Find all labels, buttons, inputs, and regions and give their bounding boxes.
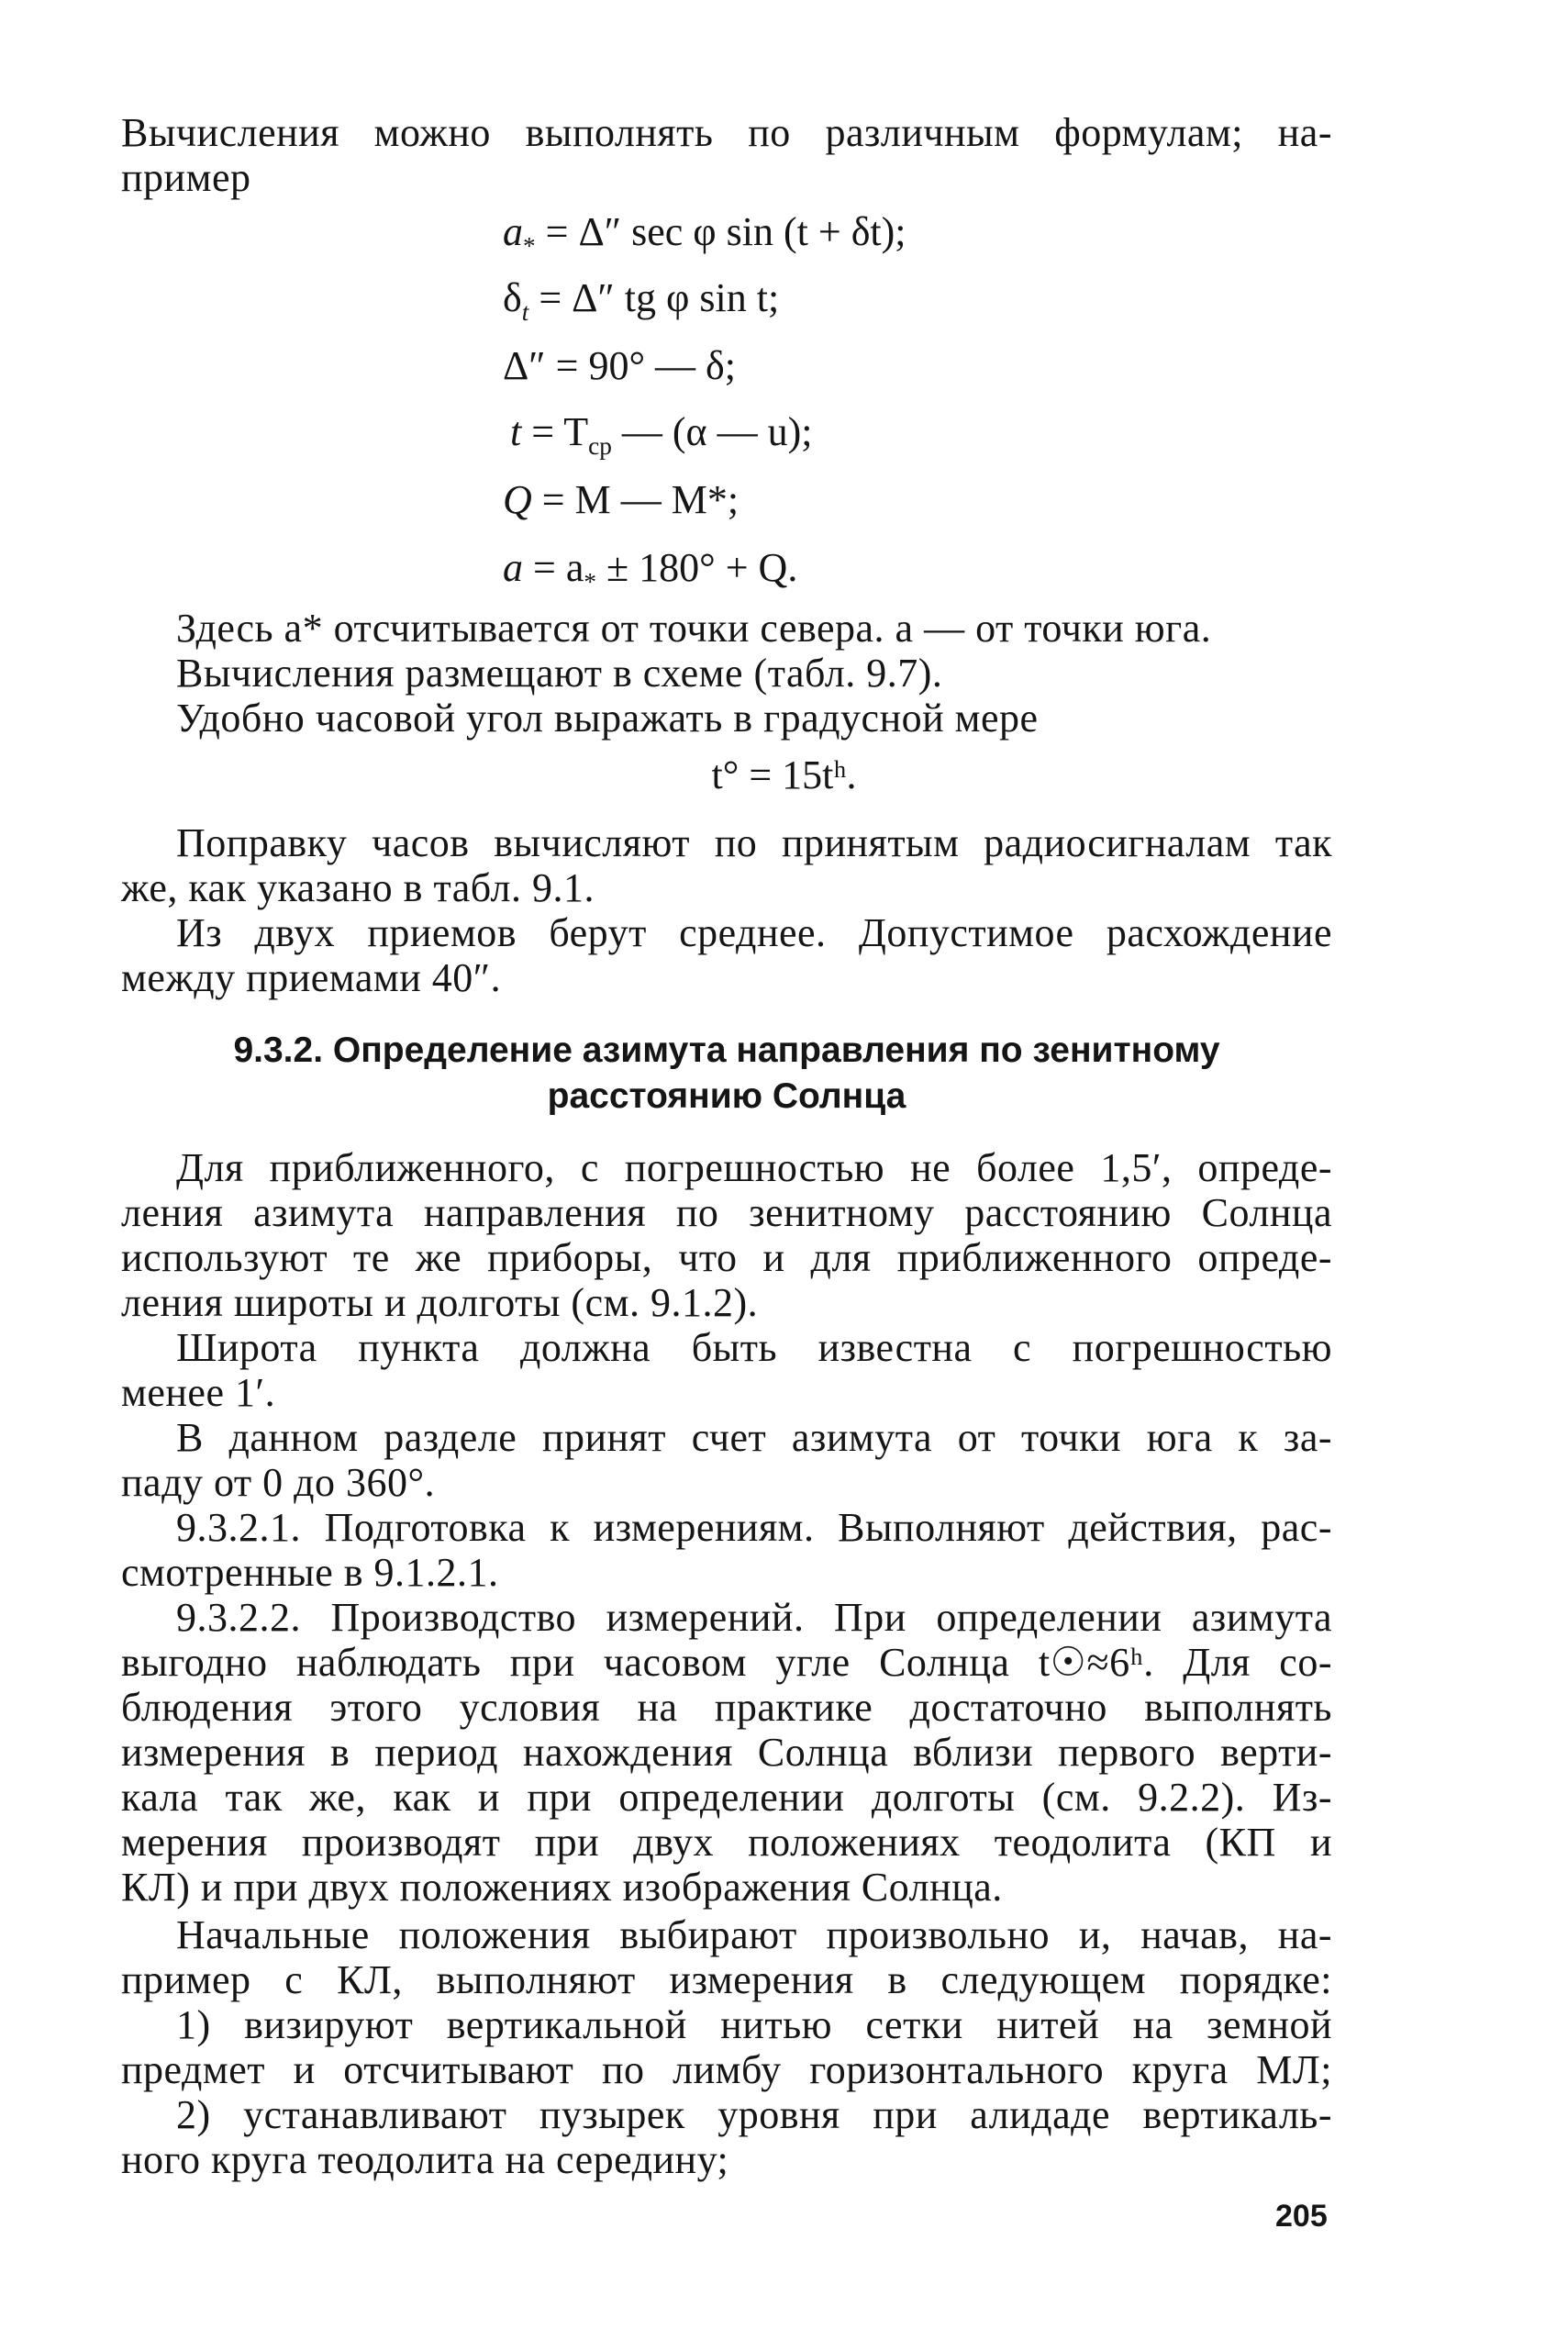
intro-paragraph <box>121 110 1332 200</box>
section-heading-line-2: расстоянию Солнца <box>547 1076 906 1116</box>
paragraph-initial-positions <box>121 1912 1332 2002</box>
paragraph-azimuth-count <box>121 1415 1332 1505</box>
paragraph-line: Широта пункта должна быть известна с погрешностью <box>176 1325 1332 1370</box>
paragraph-line: измерения в период нахождения Солнца вблизи первого верти- <box>121 1730 1332 1775</box>
paragraph-line: Для приближенного, с погрешностью не более 1,5′, опреде- <box>176 1145 1332 1190</box>
paragraph-line: Начальные положения выбирают произвольно и, начав, на- <box>176 1912 1332 1957</box>
paragraph-line: ления широты и долготы (см. 9.1.2). <box>121 1280 759 1325</box>
formula-hour-angle-degrees: t° = 15tʰ. <box>711 752 857 797</box>
paragraph-line: же, как указано в табл. 9.1. <box>121 865 595 910</box>
paragraph-line: Поправку часов вычисляют по принятым радиосигналам так <box>176 820 1332 865</box>
paragraph-line: пример с КЛ, выполняют измерения в следующем порядке: <box>121 1957 1332 2002</box>
paragraph-line: мерения производят при двух положениях теодолита (КП и <box>121 1820 1332 1865</box>
paragraph-approximate-method <box>121 1145 1332 1325</box>
list-item-1 <box>121 2002 1332 2092</box>
paragraph-line: смотренные в 9.1.2.1. <box>121 1550 499 1595</box>
paragraph-line: паду от 0 до 360°. <box>121 1460 436 1505</box>
paragraph-line: предмет и отсчитывают по лимбу горизонтального круга МЛ; <box>121 2047 1332 2092</box>
paragraph-line: Из двух приемов берут среднее. Допустимое расхождение <box>176 910 1332 955</box>
paragraph-clock-correction <box>121 820 1332 910</box>
formula-azimuth-south: $a = a_* \pm 180^\circ + Q$. <box>503 545 798 596</box>
intro-line-2: пример <box>121 155 251 200</box>
paragraph-line: 9.3.2.2. Производство измерений. При определении азимута <box>176 1595 1332 1640</box>
formula-azimuth-north: $a_* = \Delta''$ sec φ sin (t + δt); <box>503 209 906 260</box>
paragraph-line: выгодно наблюдать при часовом угле Солнца t☉≈6ʰ. Для со- <box>121 1640 1332 1685</box>
paragraph-line: кала так же, как и при определении долготы (см. 9.2.2). Из- <box>121 1775 1332 1820</box>
explanation-line-3: Удобно часовой угол выражать в градусной мере <box>176 696 1039 741</box>
paragraph-line: блюдения этого условия на практике достаточно выполнять <box>121 1685 1332 1730</box>
paragraph-line: 9.3.2.1. Подготовка к измерениям. Выполняют действия, рас- <box>176 1505 1332 1550</box>
list-item-2 <box>121 2092 1332 2182</box>
formula-Q: Q = M — M*; <box>503 477 740 522</box>
intro-line-1: Вычисления можно выполнять по различным формулам; на- <box>121 110 1332 155</box>
paragraph-line: ления азимута направления по зенитному расстоянию Солнца <box>121 1190 1332 1235</box>
paragraph-line: ного круга теодолита на середину; <box>121 2137 729 2182</box>
formula-delta-t: $\delta_t = \Delta''$ tg φ sin t; <box>503 275 780 326</box>
paragraph-line: 2) устанавливают пузырек уровня при алидаде вертикаль- <box>176 2092 1332 2137</box>
explanation-line-1: Здесь a* отсчитывается от точки севера. a — от точки юга. <box>176 606 1212 651</box>
explanation-lines <box>176 606 1332 741</box>
paragraph-line: между приемами 40″. <box>121 955 502 1000</box>
explanation-line-2: Вычисления размещают в схеме (табл. 9.7). <box>176 651 943 696</box>
paragraph-measurements <box>121 1595 1332 1910</box>
paragraph-latitude-accuracy <box>121 1325 1332 1415</box>
section-heading <box>121 1028 1332 1120</box>
paragraph-line: используют те же приборы, что и для приближенного опреде- <box>121 1235 1332 1280</box>
paragraph-preparation <box>121 1505 1332 1595</box>
formula-hour-angle: $t = T_{ср}$ — (α — u); <box>510 409 813 460</box>
paragraph-line: КЛ) и при двух положениях изображения Солнца. <box>121 1865 1003 1910</box>
paragraph-two-sets <box>121 910 1332 1000</box>
page-number: 205 <box>1275 2199 1328 2234</box>
section-heading-line-1: 9.3.2. Определение азимута направления по зенитному <box>233 1031 1220 1070</box>
paragraph-line: менее 1′. <box>121 1370 276 1415</box>
paragraph-line: 1) визируют вертикальной нитью сетки нитей на земной <box>176 2002 1332 2047</box>
paragraph-line: В данном разделе принят счет азимута от точки юга к за- <box>176 1415 1332 1460</box>
formula-polar-distance: Δ″ = 90° — δ; <box>503 343 736 388</box>
